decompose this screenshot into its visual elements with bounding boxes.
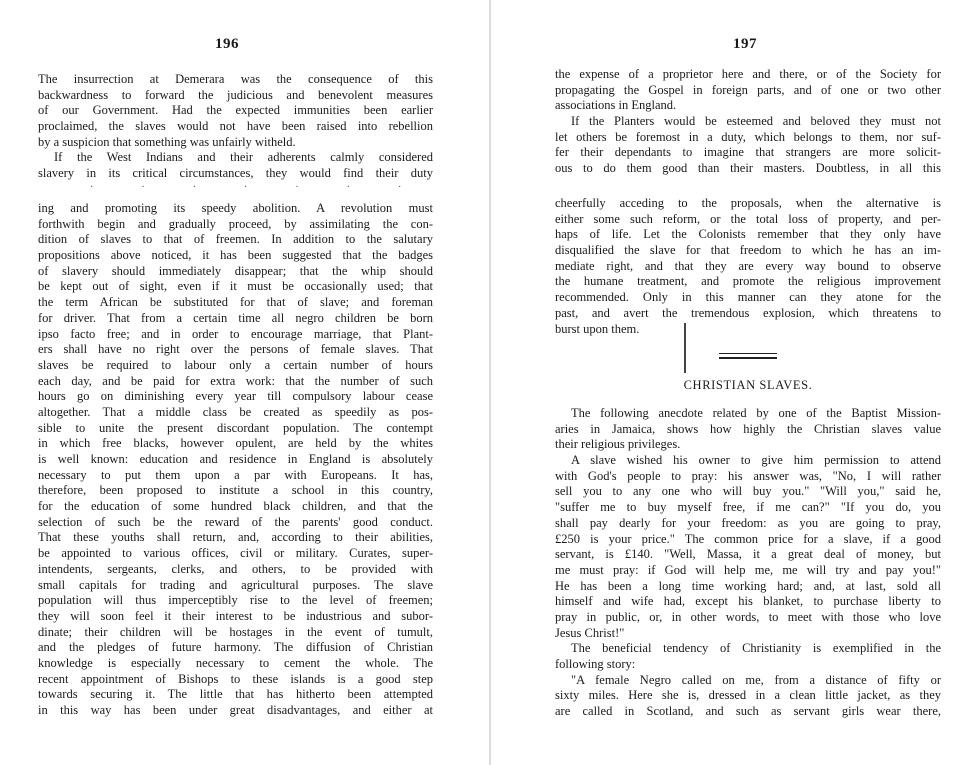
text-line: ers shall have no right over the persons of female slaves. That <box>38 342 433 357</box>
text-line: The insurrection at Demerara was the consequence of this <box>38 72 433 86</box>
text-line: The following anecdote related by one of the Baptist Mission- <box>571 406 941 420</box>
text-block-main <box>38 201 433 719</box>
text-line: hours go on diminishing every year till compulsory labour cease <box>38 389 433 404</box>
text-block-top <box>38 72 433 182</box>
text-line: If the West Indians and their adherents calmly considered <box>54 150 433 165</box>
text-line: disqualified the slave for that freedom to which he has an im- <box>555 243 941 258</box>
text-line: their religious privileges. <box>555 437 681 452</box>
text-line: associations in England. <box>555 98 677 113</box>
text-line: £250 is your price." The common price for a slave, if a good <box>555 531 941 546</box>
text-line: either some such reform, or the total loss of property, and per- <box>555 211 941 226</box>
text-line: by a suspicion that something was unfairly witheld. <box>38 134 296 149</box>
text-line: recommended. Only in this manner can they atone for the <box>555 290 941 305</box>
text-line: mediate right, and that they are every way bound to observe <box>555 258 941 273</box>
text-line: population will thus imperceptibly rise to the level of freemen; <box>38 593 433 608</box>
text-line: be kept out of sight, even if it must be occasionally used; that <box>38 279 433 294</box>
text-line: knowledge is especially necessary to cement the whole. The <box>38 655 433 670</box>
text-line: shall pay dearly for your freedom: as you are going to pray, <box>555 515 941 530</box>
text-line: slavery in its critical circumstances, they would find their duty <box>38 166 433 181</box>
page-number: 197 <box>733 36 757 52</box>
text-line: ing and promoting its speedy abolition. A revolution must <box>38 201 433 215</box>
text-line: the humane treatment, and promote the religious improvement <box>555 274 941 289</box>
text-line: sixty miles. Here she is, dressed in a clean little jacket, as they <box>555 688 941 703</box>
text-line: aries in Jamaica, shows how highly the Christian slaves value <box>555 421 941 436</box>
text-line: let others be foremost in a duty, which belongs to them, nor suf- <box>555 129 941 144</box>
text-line: following story: <box>555 657 636 671</box>
text-line: forthwith begin and gradually proceed, by assimilating the con- <box>38 216 433 231</box>
text-line: propositions above noticed, it has been suggested that the badges <box>38 248 433 263</box>
text-line: Jesus Christ!" <box>555 625 625 640</box>
text-line: small capitals for trading and agricultural purposes. The slave <box>38 577 433 592</box>
text-line: ipso facto free; and in order to encourage marriage, that Plant- <box>38 326 433 341</box>
text-line: are called in Scotland, and such as servant girls wear there, <box>555 704 941 719</box>
text-line: the expense of a proprietor here and there, or of the Society for <box>555 67 941 81</box>
page-number: 196 <box>215 36 239 52</box>
text-line: they will soon feel it their interest to be industrious and subor- <box>38 608 433 623</box>
text-line: the term African be substituted for that of slave; and foreman <box>38 295 433 310</box>
text-line: sell you to any one who will buy you." "Will you," said he, <box>555 484 941 499</box>
left-page: 196 The insurrection at Demerara was the consequence of this backwardness to forward the judicious and benevolent measures of our Government. Had the expected immunities been earlier proclaimed, the slaves would not have been raised into rebellion by a suspicion that something was unfairly witheld. If the West Indians and their adherents calmly considered slavery in its critical circumstances, they would find their duty ······· ing and promoting its speedy abolition. A revolution must forthwith begin and gradually proceed, by assimilating the con- dition of slaves to that of freemen. In addition to the salutary propositions above noticed, it has been suggested that the badges of slavery should immediately disappear; that the whip should be kept out of sight, even if it must be occasionally used; that the term African be substituted for that of slave; and foreman for driver. That from a certain time all negro children be born ipso facto free; and in order to encourage marriage, that Plant- ers shall have no right over the persons of female slaves. That slaves be required to labour only a certain number of hours each day, and be paid for extra work: that the number of such hours go on diminishing every year till compulsory labour cease altogether. That a middle class be created as speedily as pos- sible to unite the present discordant population. The contempt in which free blacks, however opulent, are held by the whites is well known: education and residence in England is absolutely necessary to put them upon a par with Europeans. It has, therefore, been proposed to institute a school in this country, for the education of some hundred black children, and that the selection of such be the reward of the parents' good conduct. That these youths shall return, and, according to their abilities, be appointed to various offices, civil or military. Curates, super- intendents, sergeants, clerks, and others, to be provided with small capitals for trading and agricultural purposes. The slave population will thus imperceptibly rise to the level of freemen; they will soon feel it their interest to be industrious and subor- dinate; their children will be hostages in the event of tumult, and the pledges of future harmony. The diffusion of Christian knowledge is especially necessary to cement the whole. The recent appointment of Bishops to these islands is a good step towards securing it. The little that has hitherto been attempted in this way has been under great disadvantages, and either at <box>38 36 450 717</box>
text-line: That these youths shall return, and, according to their abilities, <box>38 530 433 545</box>
text-line: "A female Negro called on me, from a distance of fifty or <box>571 672 941 687</box>
text-line: for driver. That from a certain time all negro children be born <box>38 310 433 325</box>
text-line: towards securing it. The little that has hitherto been attempted <box>38 687 433 702</box>
library-stamp-mark <box>684 323 686 373</box>
text-line: dinate; their children will be hostages in the event of tumult, <box>38 624 433 639</box>
text-line: each day, and be paid for extra work: that the number of such <box>38 373 433 388</box>
text-line: recent appointment of Bishops to these islands is a good step <box>38 671 433 686</box>
text-line: altogether. That a middle class be created as speedily as pos- <box>38 404 433 419</box>
text-line: servant, is £140. "Well, Massa, it a great deal of money, but <box>555 547 941 562</box>
text-line: selection of such be the reward of the parents' good conduct. <box>38 514 433 529</box>
text-line: He has been a long time working hard; and, at last, sold all <box>555 578 941 593</box>
text-line: with God's people to pray: his answer was, "No, I will rather <box>555 468 941 483</box>
text-line: burst upon them. <box>555 321 640 336</box>
text-line: me must pray: if God will help me, me will try and pay you!" <box>555 562 941 577</box>
text-line: of slavery should immediately disappear; that the whip should <box>38 263 433 278</box>
text-block-bottom <box>555 406 941 720</box>
section-heading: CHRISTIAN SLAVES. <box>683 378 813 392</box>
text-line: "suffer me to buy myself free, if me can?" "If you do, you <box>555 500 941 515</box>
text-line: If the Planters would be esteemed and beloved they must not <box>571 114 941 129</box>
text-line: and the pledges of future harmony. The diffusion of Christian <box>38 640 433 655</box>
text-line: propagating the Gospel in foreign parts, and of one or two other <box>555 82 941 97</box>
text-line: slaves be required to labour only a certain number of hours <box>38 357 433 372</box>
text-line: dition of slaves to that of freemen. In addition to the salutary <box>38 232 433 247</box>
text-line: cheerfully acceding to the proposals, when the alternative is <box>555 196 941 210</box>
text-line: necessary to put them upon a par with Europeans. It has, <box>38 467 433 482</box>
text-line: in which free blacks, however opulent, are held by the whites <box>38 436 433 451</box>
text-line: past, and avert the tremendous explosion, which threatens to <box>555 305 941 320</box>
text-line: be appointed to various offices, civil or military. Curates, super- <box>38 546 433 561</box>
section-rule <box>555 353 941 359</box>
text-line: pray in public, or, in other words, to meet with those who love <box>555 609 941 624</box>
text-line: is well known: education and residence in England is absolutely <box>38 452 433 466</box>
text-line: therefore, been proposed to institute a school in this country, <box>38 483 433 498</box>
text-line: for the education of some hundred black children, and that the <box>38 499 433 514</box>
text-line: intendents, sergeants, clerks, and others, to be provided with <box>38 561 433 576</box>
text-line: in this way has been under great disadvantages, and either at <box>38 703 433 717</box>
text-line: proclaimed, the slaves would not have been raised into rebellion <box>38 119 433 134</box>
text-line: backwardness to forward the judicious and benevolent measures <box>38 87 433 102</box>
text-line: fer their dependants to imagine that strangers are more solicit- <box>555 145 941 160</box>
text-block-middle <box>555 196 941 337</box>
text-line: ous to do them good than their masters. Doubtless, in all this <box>555 161 941 176</box>
text-line: A slave wished his owner to give him permission to attend <box>571 453 941 468</box>
text-block-top <box>555 67 941 177</box>
text-line: haps of life. Let the Colonists remember that they only have <box>555 227 941 242</box>
text-line: of our Government. Had the expected immunities been earlier <box>38 103 433 118</box>
text-line: sible to unite the present discordant population. The contempt <box>38 420 433 435</box>
text-line: himself and wife had, except his blanket, to purchase liberty to <box>555 594 941 609</box>
text-line: The beneficial tendency of Christianity is exemplified in the <box>571 641 941 656</box>
